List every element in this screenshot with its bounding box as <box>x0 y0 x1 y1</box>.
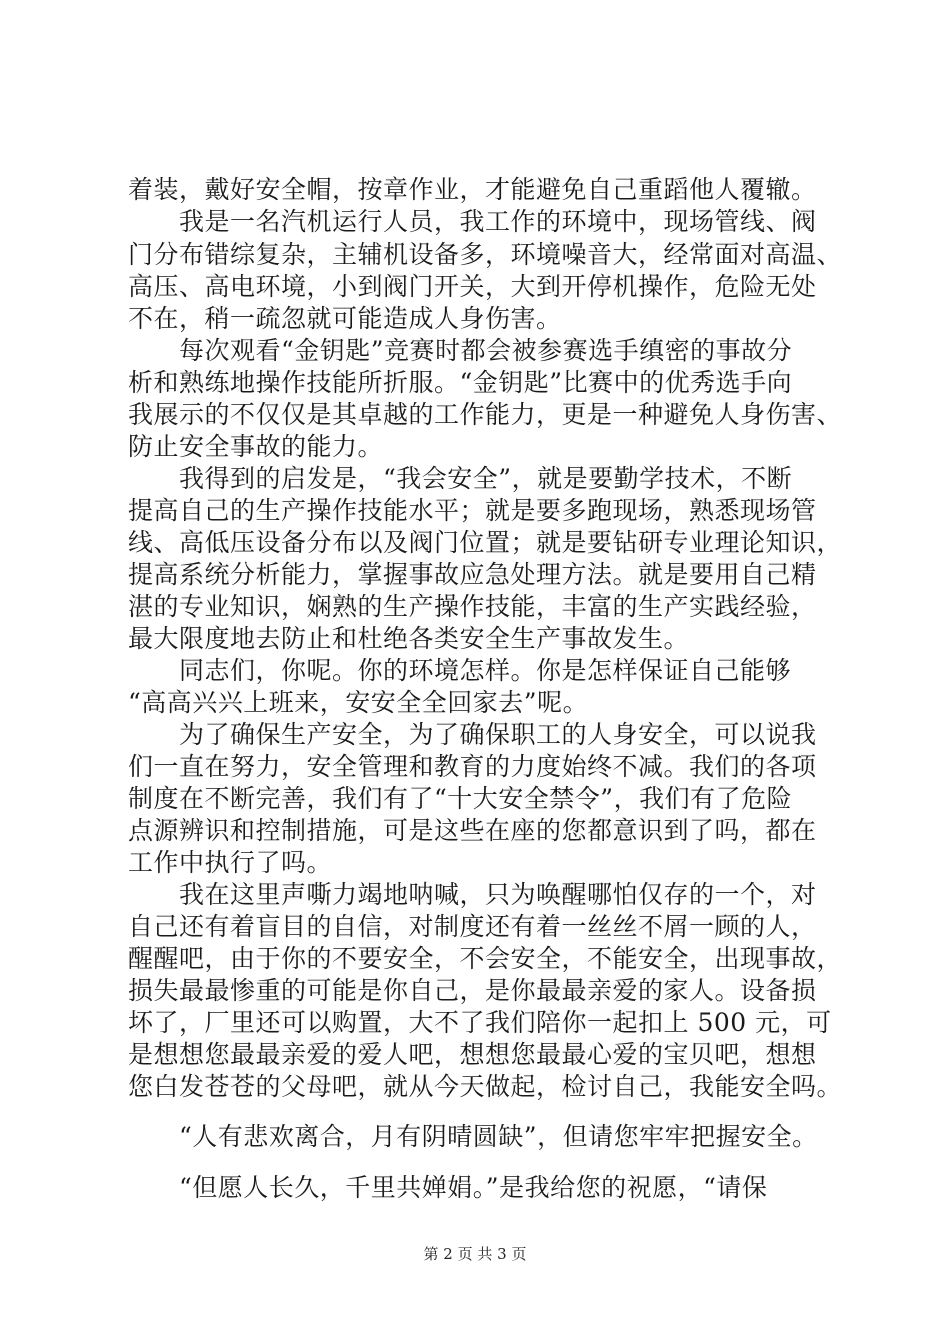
body-text-line: 是想想您最最亲爱的爱人吧，想想您最最心爱的宝贝吧，想想 <box>128 1040 817 1069</box>
body-text-line: 制度在不断完善，我们有了“十大安全禁令”，我们有了危险 <box>128 784 793 813</box>
body-text-line: 最大限度地去防止和杜绝各类安全生产事故发生。 <box>128 624 690 653</box>
body-text-line: 不在，稍一疏忽就可能造成人身伤害。 <box>128 304 562 333</box>
body-text-line: 湛的专业知识，娴熟的生产操作技能，丰富的生产实践经验， <box>128 592 817 621</box>
body-text-line: 为了确保生产安全，为了确保职工的人身安全，可以说我 <box>128 720 817 749</box>
body-text-line: 自己还有着盲目的自信，对制度还有着一丝丝不屑一顾的人， <box>128 912 817 941</box>
body-text-line: 醒醒吧，由于你的不要安全，不会安全，不能安全，出现事故， <box>128 944 843 973</box>
body-text-line: 每次观看“金钥匙”竞赛时都会被参赛选手缜密的事故分 <box>128 336 793 365</box>
body-text-line: 点源辨识和控制措施，可是这些在座的您都意识到了吗，都在 <box>128 816 817 845</box>
body-text-line: 提高自己的生产操作技能水平；就是要多跑现场，熟悉现场管 <box>128 496 817 525</box>
body-text-line: 着装，戴好安全帽，按章作业，才能避免自己重蹈他人覆辙。 <box>128 175 817 204</box>
body-text-line: “高高兴兴上班来，安安全全回家去”呢。 <box>128 688 589 717</box>
body-text-line: 我展示的不仅仅是其卓越的工作能力，更是一种避免人身伤害、 <box>128 400 843 429</box>
body-text-line: 损失最最惨重的可能是你自己，是你最最亲爱的家人。设备损 <box>128 976 817 1005</box>
body-text-line: 同志们，你呢。你的环境怎样。你是怎样保证自己能够 <box>128 656 792 685</box>
body-text-line: 线、高低压设备分布以及阀门位置；就是要钻研专业理论知识， <box>128 528 843 557</box>
body-text-line: 工作中执行了吗。 <box>128 848 333 877</box>
body-text-line: 您白发苍苍的父母吧，就从今天做起，检讨自己，我能安全吗。 <box>128 1072 843 1101</box>
body-text-line: 坏了，厂里还可以购置，大不了我们陪你一起扣上 500 元，可 <box>128 1008 832 1037</box>
page-number-footer: 第 2 页 共 3 页 <box>423 1245 527 1263</box>
body-text-line: “人有悲欢离合，月有阴晴圆缺”，但请您牢牢把握安全。 <box>128 1122 818 1151</box>
body-text-line: 们一直在努力，安全管理和教育的力度始终不减。我们的各项 <box>128 752 817 781</box>
body-text-line: “但愿人长久，千里共婵娟。”是我给您的祝愿，“请保 <box>128 1173 768 1202</box>
body-text-line: 我是一名汽机运行人员，我工作的环境中，现场管线、阀 <box>128 207 817 236</box>
body-text-line: 我在这里声嘶力竭地呐喊，只为唤醒哪怕仅存的一个，对 <box>128 880 817 909</box>
body-text-line: 门分布错综复杂，主辅机设备多，环境噪音大，经常面对高温、 <box>128 240 843 269</box>
body-text-line: 析和熟练地操作技能所折服。“金钥匙”比赛中的优秀选手向 <box>128 368 793 397</box>
body-text-line: 高压、高电环境，小到阀门开关，大到开停机操作，危险无处 <box>128 272 817 301</box>
body-text-line: 防止安全事故的能力。 <box>128 432 384 461</box>
body-text-line: 提高系统分析能力，掌握事故应急处理方法。就是要用自己精 <box>128 560 817 589</box>
body-text-line: 我得到的启发是，“我会安全”，就是要勤学技术，不断 <box>128 464 793 493</box>
